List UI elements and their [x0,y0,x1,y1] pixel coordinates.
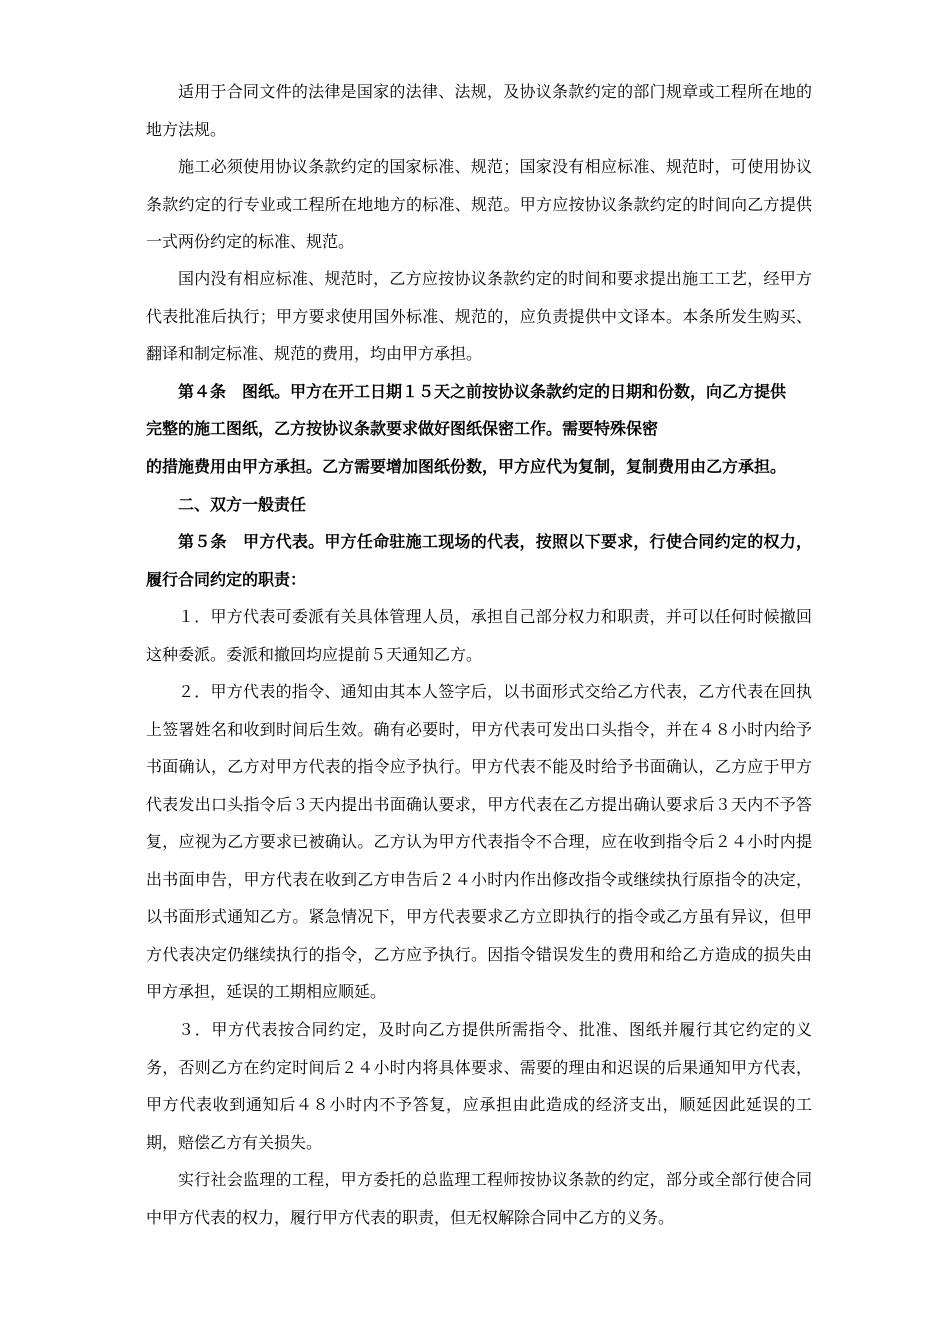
article-4-line-2: 完整的施工图纸，乙方按协议条款要求做好图纸保密工作。需要特殊保密 [146,419,659,438]
article-5: 第５条 甲方代表。甲方任命驻施工现场的代表，按照以下要求，行使合同约定的权力，履行合同约定的职责： [146,532,812,589]
section-heading-general-responsibilities: 二、双方一般责任 [178,495,307,514]
list-item-2: ２．甲方代表的指令、通知由其本人签字后，以书面形式交给乙方代表，乙方代表在回执上签署姓名和收到时间后生效。确有必要时，甲方代表可发出口头指令，并在４８小时内给予书面确认，乙方对甲方代表的指令应予执行。甲方代表不能及时给予书面确认，乙方应于甲方代表发出口头指令后３天内提出书面确认要求，甲方代表在乙方提出确认要求后３天内不予答复，应视为乙方要求已被确认。乙方认为甲方代表指令不合理，应在收到指令后２４小时内提出书面申告，甲方代表在收到乙方申告后２４小时内作出修改指令或继续执行原指令的决定，以书面形式通知乙方。紧急情况下，甲方代表要求乙方立即执行的指令或乙方虽有异议，但甲方代表决定仍继续执行的指令，乙方应予执行。因指令错误发生的费用和给乙方造成的损失由甲方承担，延误的工期相应顺延。 [146,682,812,1001]
list-item-1: １．甲方代表可委派有关具体管理人员，承担自己部分权力和职责，并可以任何时候撤回这种委派。委派和撤回均应提前５天通知乙方。 [146,607,812,664]
paragraph-foreign-standards: 国内没有相应标准、规范时，乙方应按协议条款约定的时间和要求提出施工工艺，经甲方代表批准后执行；甲方要求使用国外标准、规范的，应负责提供中文译本。本条所发生购买、翻译和制定标准、规范的费用，均由甲方承担。 [146,269,812,363]
article-4-line-3: 的措施费用由甲方承担。乙方需要增加图纸份数，甲方应代为复制，复制费用由乙方承担。 [146,457,787,476]
paragraph-standards: 施工必须使用协议条款约定的国家标准、规范；国家没有相应标准、规范时，可使用协议条款约定的行专业或工程所在地地方的标准、规范。甲方应按协议条款约定的时间向乙方提供一式两份约定的标准、规范。 [146,157,812,251]
list-item-3: ３．甲方代表按合同约定，及时向乙方提供所需指令、批准、图纸并履行其它约定的义务，否则乙方在约定时间后２４小时内将具体要求、需要的理由和迟误的后果通知甲方代表，甲方代表收到通知后４８小时内不予答复，应承担由此造成的经济支出，顺延因此延误的工期，赔偿乙方有关损失。 [146,1020,812,1152]
paragraph-supervision: 实行社会监理的工程，甲方委托的总监理工程师按协议条款的约定，部分或全部行使合同中甲方代表的权力，履行甲方代表的职责，但无权解除合同中乙方的义务。 [146,1170,812,1227]
paragraph-applicable-law: 适用于合同文件的法律是国家的法律、法规，及协议条款约定的部门规章或工程所在地的地方法规。 [146,82,812,139]
article-4-line-1: 第４条 图纸。甲方在开工日期１５天之前按协议条款约定的日期和份数，向乙方提供 [178,382,787,401]
